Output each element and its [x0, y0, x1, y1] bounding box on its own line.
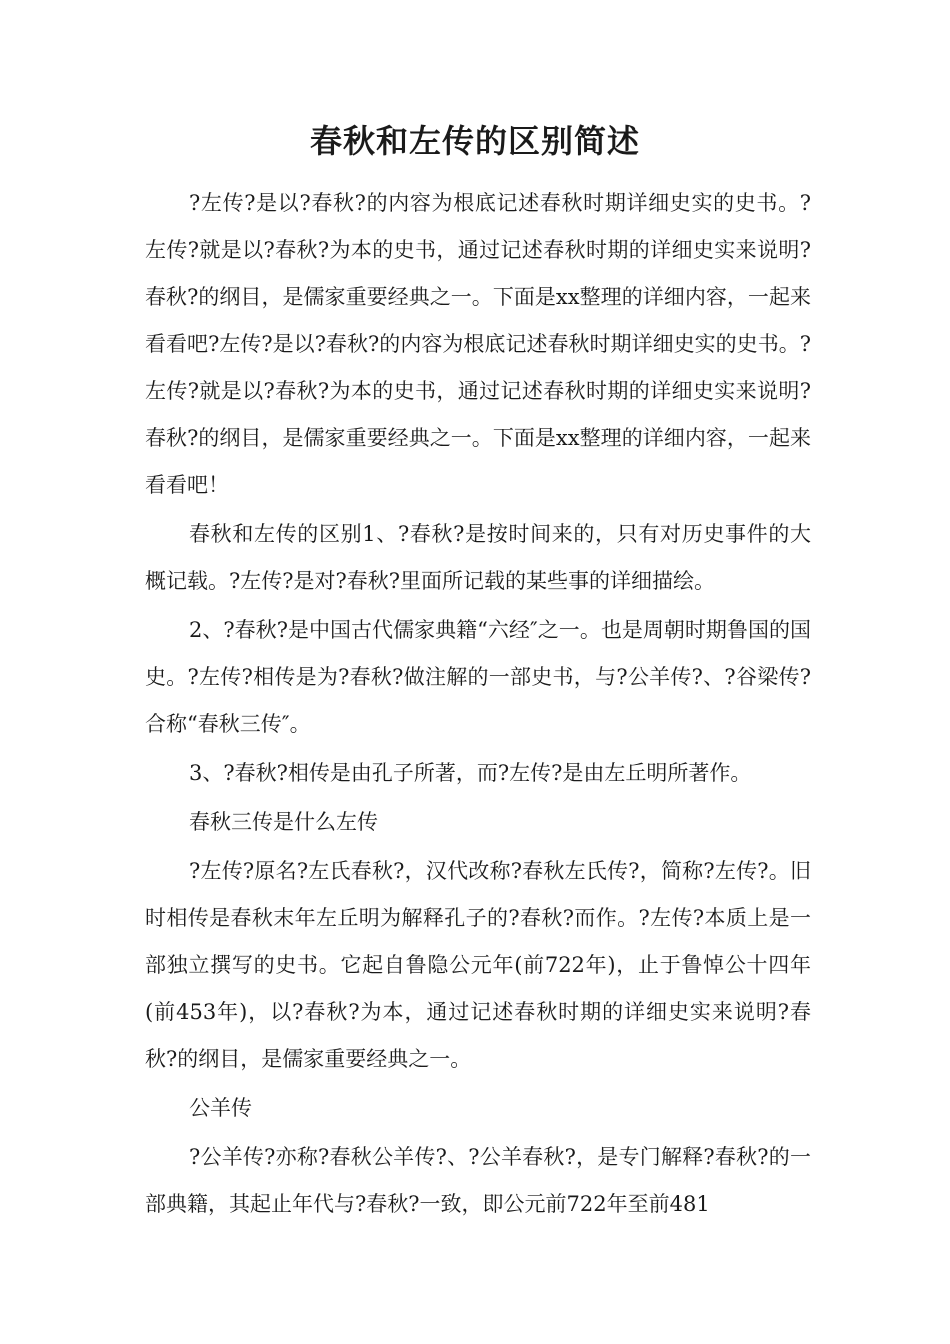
paragraph-difference-1: 春秋和左传的区别1、?春秋?是按时间来的，只有对历史事件的大概记载。?左传?是对?春秋?里面所记载的某些事的详细描绘。	[145, 522, 811, 593]
paragraph-difference-3: 3、?春秋?相传是由孔子所著，而?左传?是由左丘明所著作。	[189, 761, 752, 785]
paragraph-intro: ?左传?是以?春秋?的内容为根底记述春秋时期详细史实的史书。?左传?就是以?春秋?为本的史书，通过记述春秋时期的详细史实来说明?春秋?的纲目，是儒家重要经典之一。下面是xx整理的详细内容，一起来看看吧?左传?是以?春秋?的内容为根底记述春秋时期详细史实的史书。?左传?就是以?春秋?为本的史书，通过记述春秋时期的详细史实来说明?春秋?的纲目，是儒家重要经典之一。下面是xx整理的详细内容，一起来看看吧！	[145, 191, 811, 497]
paragraph-difference-2: 2、?春秋?是中国古代儒家典籍“六经″之一。也是周朝时期鲁国的国史。?左传?相传是为?春秋?做注解的一部史书，与?公羊传?、?谷梁传?合称“春秋三传″。	[145, 618, 811, 736]
document-body	[145, 180, 811, 1230]
paragraph-zuozhuan: ?左传?原名?左氏春秋?，汉代改称?春秋左氏传?，简称?左传?。旧时相传是春秋末年左丘明为解释孔子的?春秋?而作。?左传?本质上是一部独立撰写的史书。它起自鲁隐公元年(前722年)，止于鲁悼公十四年(前453年)，以?春秋?为本，通过记述春秋时期的详细史实来说明?春秋?的纲目，是儒家重要经典之一。	[145, 859, 811, 1071]
paragraph-gongyang: ?公羊传?亦称?春秋公羊传?、?公羊春秋?，是专门解释?春秋?的一部典籍，其起止年代与?春秋?一致，即公元前722年至前481	[145, 1145, 811, 1216]
section-heading-gongyang: 公羊传	[189, 1096, 252, 1120]
section-heading-zuozhuan: 春秋三传是什么左传	[189, 810, 378, 834]
document-title: 春秋和左传的区别简述	[309, 122, 640, 160]
